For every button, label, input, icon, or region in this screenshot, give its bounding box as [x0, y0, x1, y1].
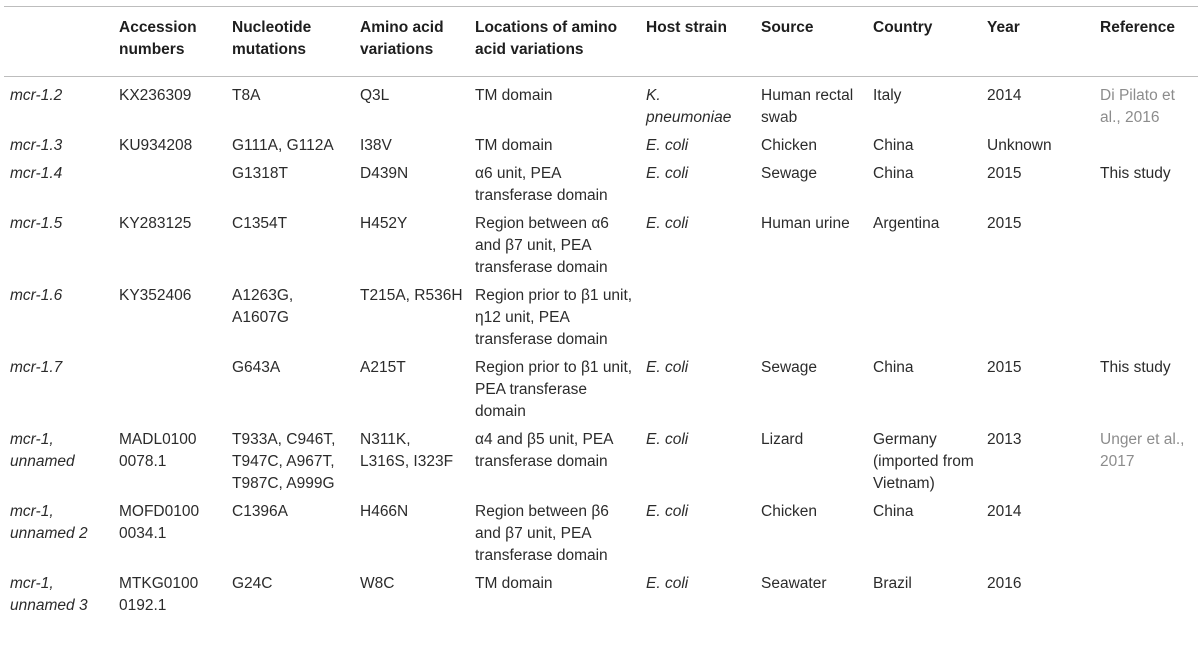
- cell-nucleotide: C1396A: [232, 503, 289, 520]
- cell-year: 2015: [987, 215, 1022, 232]
- header-reference: Reference: [1094, 7, 1198, 77]
- cell-location: Region between α6 and β7 unit, PEA transferase domain: [475, 215, 609, 276]
- cell-reference: This study: [1100, 165, 1171, 182]
- cell-host: E. coli: [646, 575, 689, 592]
- cell-accession: KX236309: [119, 87, 192, 104]
- cell-location: Region between β6 and β7 unit, PEA transferase domain: [475, 503, 609, 564]
- cell-year: 2015: [987, 165, 1022, 182]
- cell-location: α6 unit, PEA transferase domain: [475, 165, 608, 204]
- cell-country: Argentina: [873, 215, 940, 232]
- cell-source: [755, 281, 867, 353]
- table-row: [4, 159, 1198, 209]
- cell-amino-acid: D439N: [360, 165, 409, 182]
- cell-nucleotide: C1354T: [232, 215, 288, 232]
- cell-amino-acid: H452Y: [360, 215, 408, 232]
- cell-country: China: [873, 359, 914, 376]
- cell-year: 2014: [987, 87, 1022, 104]
- cell-reference: [1094, 281, 1198, 353]
- cell-nucleotide: T8A: [232, 87, 261, 104]
- cell-year: 2013: [987, 431, 1022, 448]
- cell-source: Sewage: [761, 359, 818, 376]
- cell-year: 2016: [987, 575, 1022, 592]
- cell-accession: [113, 353, 226, 425]
- cell-amino-acid: I38V: [360, 137, 392, 154]
- header-country: Country: [867, 7, 981, 77]
- table-row: [4, 77, 1198, 132]
- header-nucleotide: Nucleotide mutations: [226, 7, 354, 77]
- cell-nucleotide: G1318T: [232, 165, 289, 182]
- cell-accession: [113, 159, 226, 209]
- cell-location: Region prior to β1 unit, PEA transferase domain: [475, 359, 633, 420]
- cell-reference: [1094, 209, 1198, 281]
- cell-host: E. coli: [646, 359, 689, 376]
- header-variant: [4, 7, 113, 77]
- cell-nucleotide: G111A, G112A: [232, 137, 334, 154]
- cell-year: 2015: [987, 359, 1022, 376]
- cell-source: Seawater: [761, 575, 827, 592]
- cell-amino-acid: W8C: [360, 575, 395, 592]
- cell-country: Italy: [873, 87, 902, 104]
- cell-source: Chicken: [761, 137, 817, 154]
- cell-accession: KY283125: [119, 215, 192, 232]
- cell-reference: Unger et al., 2017: [1100, 431, 1185, 470]
- cell-amino-acid: H466N: [360, 503, 409, 520]
- cell-variant: mcr-1.5: [10, 215, 63, 232]
- cell-variant: mcr-1, unnamed 3: [10, 575, 88, 614]
- cell-source: Chicken: [761, 503, 817, 520]
- cell-host: [640, 281, 755, 353]
- cell-host: E. coli: [646, 431, 689, 448]
- header-source: Source: [755, 7, 867, 77]
- cell-location: TM domain: [475, 575, 553, 592]
- cell-reference: [1094, 131, 1198, 159]
- cell-country: China: [873, 503, 914, 520]
- cell-source: Lizard: [761, 431, 804, 448]
- cell-source: Human urine: [761, 215, 850, 232]
- table-row: [4, 281, 1198, 353]
- cell-accession: KU934208: [119, 137, 193, 154]
- cell-location: TM domain: [475, 87, 553, 104]
- cell-host: E. coli: [646, 503, 689, 520]
- table-body: [4, 77, 1198, 620]
- cell-host: E. coli: [646, 137, 689, 154]
- table-row: [4, 497, 1198, 569]
- cell-year: [981, 281, 1094, 353]
- header-amino-acid: Amino acid variations: [354, 7, 469, 77]
- cell-nucleotide: G643A: [232, 359, 281, 376]
- cell-country: China: [873, 137, 914, 154]
- cell-amino-acid: A215T: [360, 359, 406, 376]
- header-location: Locations of amino acid variations: [469, 7, 640, 77]
- cell-year: 2014: [987, 503, 1022, 520]
- table-row: [4, 569, 1198, 619]
- cell-amino-acid: Q3L: [360, 87, 390, 104]
- table-row: [4, 209, 1198, 281]
- header-row: [4, 7, 1198, 77]
- cell-country: China: [873, 165, 914, 182]
- cell-variant: mcr-1.7: [10, 359, 63, 376]
- cell-accession: KY352406: [119, 287, 192, 304]
- cell-host: E. coli: [646, 215, 689, 232]
- cell-nucleotide: T933A, C946T, T947C, A967T, T987C, A999G: [232, 431, 336, 492]
- table-row: [4, 131, 1198, 159]
- cell-accession: MOFD0100 0034.1: [119, 503, 200, 542]
- cell-variant: mcr-1.6: [10, 287, 63, 304]
- cell-reference: Di Pilato et al., 2016: [1100, 87, 1175, 126]
- table-row: [4, 425, 1198, 497]
- cell-host: E. coli: [646, 165, 689, 182]
- cell-location: α4 and β5 unit, PEA transferase domain: [475, 431, 613, 470]
- cell-country: Germany (imported from Vietnam): [873, 431, 974, 492]
- cell-reference: This study: [1100, 359, 1171, 376]
- table-header: [4, 7, 1198, 77]
- cell-amino-acid: T215A, R536H: [360, 287, 463, 304]
- cell-location: Region prior to β1 unit, η12 unit, PEA transferase domain: [475, 287, 633, 348]
- cell-variant: mcr-1.3: [10, 137, 63, 154]
- cell-nucleotide: A1263G, A1607G: [232, 287, 294, 326]
- header-host: Host strain: [640, 7, 755, 77]
- document-page: [0, 6, 1200, 654]
- cell-source: Human rectal swab: [761, 87, 854, 126]
- cell-nucleotide: G24C: [232, 575, 273, 592]
- cell-reference: [1094, 497, 1198, 569]
- cell-variant: mcr-1.4: [10, 165, 63, 182]
- cell-host: K. pneumoniae: [646, 87, 732, 126]
- cell-variant: mcr-1, unnamed: [10, 431, 75, 470]
- cell-reference: [1094, 569, 1198, 619]
- header-year: Year: [981, 7, 1094, 77]
- cell-year: Unknown: [987, 137, 1052, 154]
- cell-country: Brazil: [873, 575, 912, 592]
- cell-country: [867, 281, 981, 353]
- table-row: [4, 353, 1198, 425]
- cell-accession: MADL0100 0078.1: [119, 431, 197, 470]
- header-accession: Accession numbers: [113, 7, 226, 77]
- cell-amino-acid: N311K, L316S, I323F: [360, 431, 454, 470]
- cell-source: Sewage: [761, 165, 818, 182]
- cell-variant: mcr-1.2: [10, 87, 63, 104]
- mcr1-variants-table: [4, 6, 1198, 619]
- cell-location: TM domain: [475, 137, 553, 154]
- cell-accession: MTKG0100 0192.1: [119, 575, 199, 614]
- cell-variant: mcr-1, unnamed 2: [10, 503, 88, 542]
